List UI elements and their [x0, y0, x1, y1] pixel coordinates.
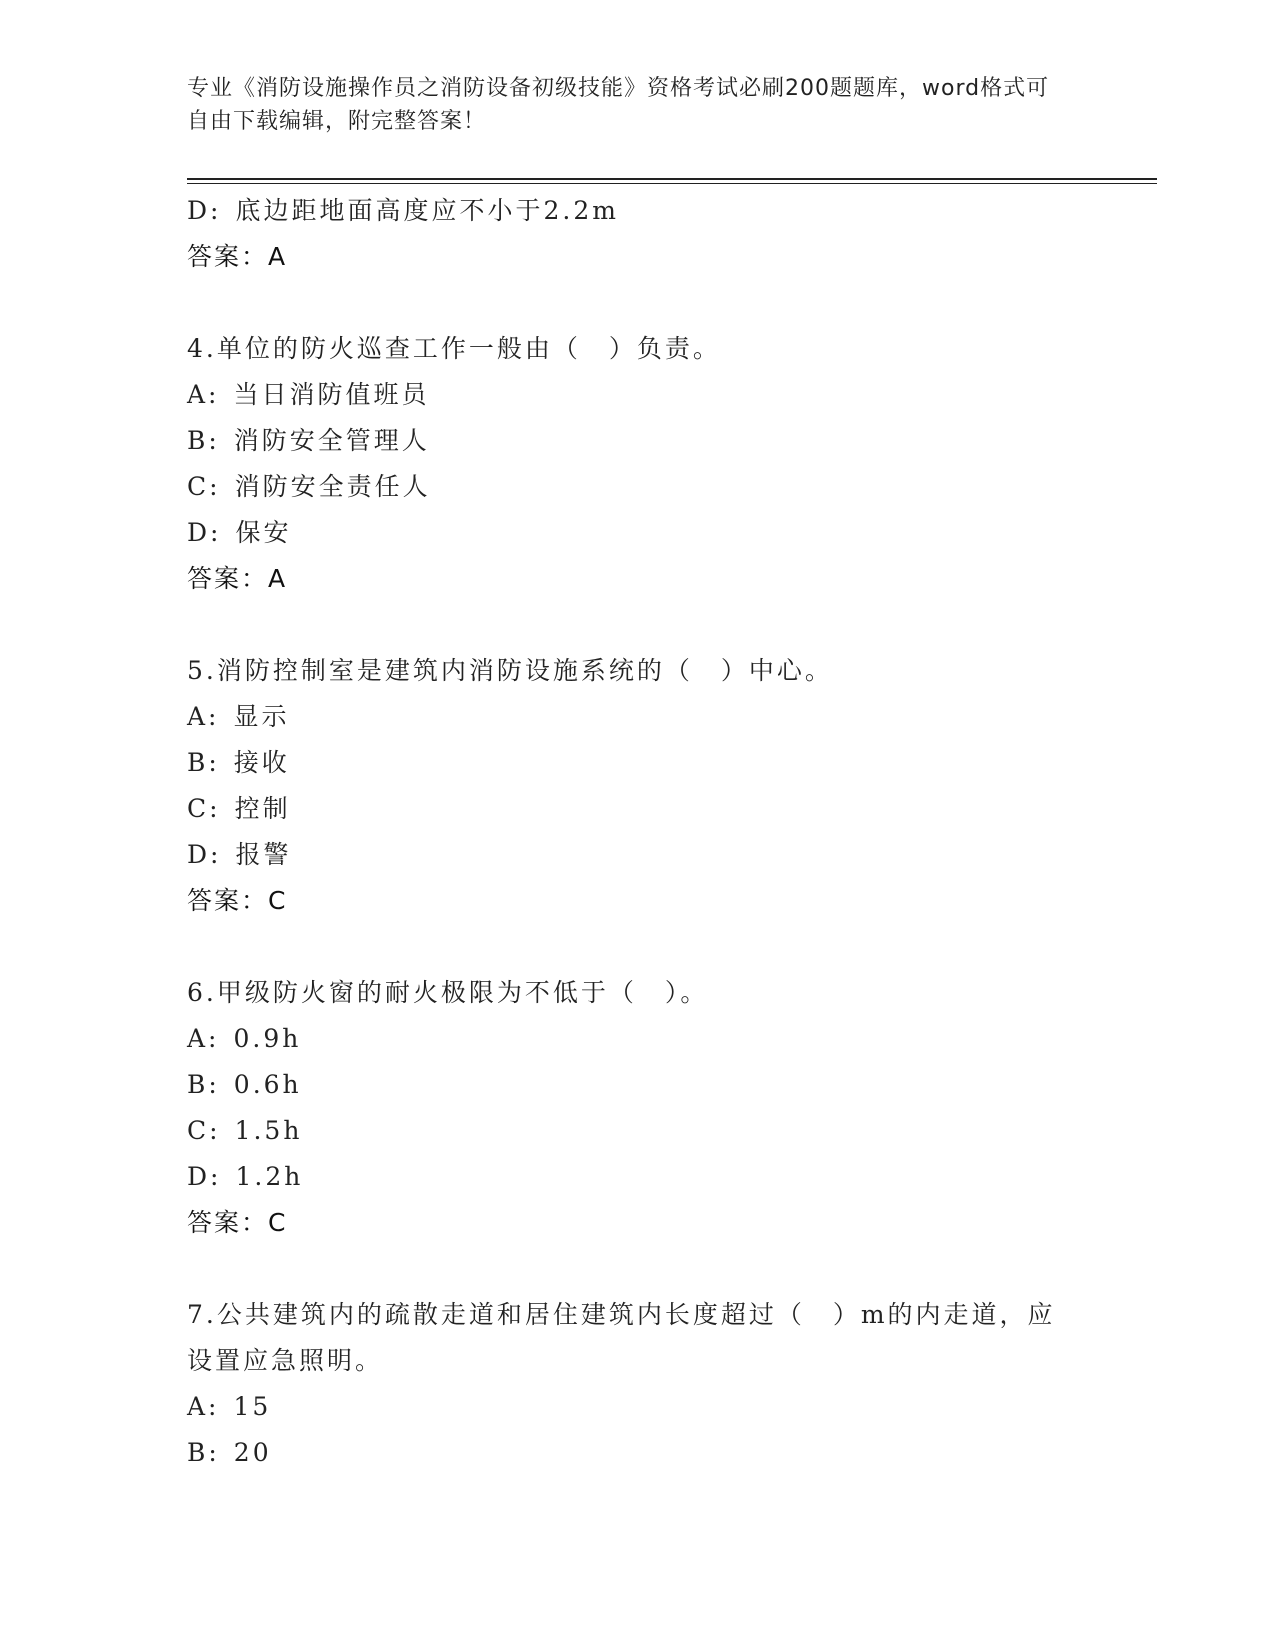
option-row	[187, 1384, 1087, 1430]
option-key: B:	[187, 748, 220, 777]
option-key: A:	[187, 380, 220, 409]
option-key: A:	[187, 702, 220, 731]
option-text: 消防安全管理人	[233, 426, 430, 455]
question-item	[187, 1292, 1087, 1476]
answer-row	[187, 1200, 1087, 1246]
option-text: 底边距地面高度应不小于2.2m	[235, 196, 619, 225]
option-text: 当日消防值班员	[233, 380, 430, 409]
option-text: 20	[233, 1438, 272, 1467]
option-text: 显示	[233, 702, 290, 731]
option-key: D:	[187, 840, 222, 869]
option-row	[187, 1016, 1087, 1062]
answer-label: 答案：	[187, 1208, 269, 1237]
answer-row	[187, 556, 1087, 602]
question-item	[187, 648, 1087, 924]
answer-row	[187, 878, 1087, 924]
option-key: D:	[187, 1162, 222, 1191]
question-list	[187, 188, 1087, 1476]
option-key: D:	[187, 518, 222, 547]
option-key: B:	[187, 1438, 220, 1467]
question-stem: 4.单位的防火巡查工作一般由（ ）负责。	[187, 334, 721, 363]
option-text: 0.6h	[233, 1070, 302, 1099]
option-text: 控制	[234, 794, 291, 823]
answer-value: A	[268, 242, 288, 271]
option-row	[187, 832, 1087, 878]
option-key: C:	[187, 472, 221, 501]
option-key: A:	[187, 1392, 220, 1421]
option-key: B:	[187, 426, 220, 455]
question-item	[187, 326, 1087, 602]
answer-label: 答案：	[187, 886, 269, 915]
header-divider-thick	[187, 178, 1157, 180]
answer-value: C	[268, 886, 288, 915]
answer-row	[187, 234, 1087, 280]
option-row	[187, 418, 1087, 464]
option-key: A:	[187, 1024, 220, 1053]
option-row	[187, 1430, 1087, 1476]
answer-label: 答案：	[187, 564, 269, 593]
option-row	[187, 1108, 1087, 1154]
answer-label: 答案：	[187, 242, 269, 271]
option-key: C:	[187, 794, 221, 823]
answer-value: C	[268, 1208, 288, 1237]
answer-value: A	[268, 564, 288, 593]
option-text: 0.9h	[233, 1024, 302, 1053]
question-stem: 7.公共建筑内的疏散走道和居住建筑内长度超过（ ）m的内走道，应设置应急照明。	[187, 1300, 1056, 1375]
document-header: 专业《消防设施操作员之消防设备初级技能》资格考试必刷200题题库，word格式可自由下载编辑，附完整答案！	[187, 76, 1050, 134]
option-text: 接收	[233, 748, 290, 777]
option-row	[187, 1154, 1087, 1200]
option-key: C:	[187, 1116, 221, 1145]
option-text: 15	[233, 1392, 272, 1421]
question-fragment	[187, 188, 1087, 280]
option-row	[187, 372, 1087, 418]
question-item	[187, 970, 1087, 1246]
option-text: 保安	[235, 518, 292, 547]
option-row	[187, 694, 1087, 740]
question-stem: 5.消防控制室是建筑内消防设施系统的（ ）中心。	[187, 656, 833, 685]
option-text: 1.2h	[235, 1162, 304, 1191]
header-divider-thin	[187, 183, 1157, 184]
question-stem: 6.甲级防火窗的耐火极限为不低于（ ）。	[187, 978, 709, 1007]
option-row	[187, 510, 1087, 556]
option-row	[187, 464, 1087, 510]
option-row	[187, 740, 1087, 786]
option-text: 报警	[235, 840, 292, 869]
option-key: D:	[187, 196, 222, 225]
option-row	[187, 786, 1087, 832]
option-key: B:	[187, 1070, 220, 1099]
option-row	[187, 188, 1087, 234]
option-text: 消防安全责任人	[234, 472, 431, 501]
option-text: 1.5h	[234, 1116, 303, 1145]
option-row	[187, 1062, 1087, 1108]
